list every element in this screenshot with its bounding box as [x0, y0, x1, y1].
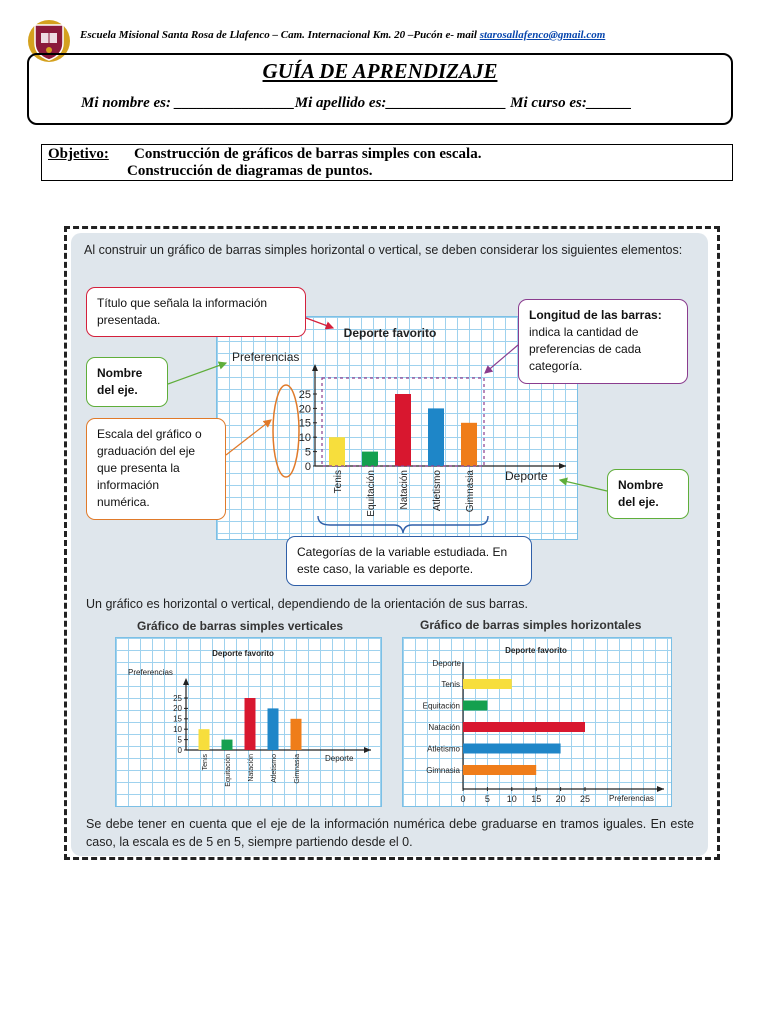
bar-natación — [463, 722, 585, 732]
y-axis-label: Preferencias — [128, 668, 173, 677]
category-label: Gimnasia — [293, 754, 301, 784]
intro-text: Al construir un gráfico de barras simples horizontal o vertical, se deben considerar los siguientes elementos: — [84, 243, 683, 257]
callout-scale: Escala del gráfico o graduación del eje que presenta la información numérica. — [86, 418, 226, 520]
category-label: Gimnasia — [464, 470, 476, 513]
connector-scale — [226, 420, 271, 455]
x-axis-label: Deporte — [505, 469, 548, 483]
category-label: Tenis — [441, 679, 460, 689]
x-axis-label: Preferencias — [609, 794, 654, 803]
y-tick-label: 5 — [304, 446, 311, 459]
category-label: Gimnasia — [426, 765, 460, 775]
y-tick-label: 25 — [173, 693, 182, 703]
x-axis-label: Deporte — [325, 754, 354, 763]
vertical-chart-label: Gráfico de barras simples verticales — [137, 619, 344, 633]
y-tick-label: 20 — [298, 403, 311, 416]
connector-title — [306, 318, 333, 328]
objective-label: Objetivo: — [48, 146, 109, 162]
y-tick-label: 20 — [173, 704, 182, 714]
x-tick-label: 25 — [579, 794, 591, 804]
y-tick-label: 15 — [298, 417, 311, 430]
category-label: Natación — [398, 470, 410, 510]
bar-tenis — [199, 729, 210, 750]
category-label: Natación — [428, 722, 460, 732]
objective-line-1: Construcción de gráficos de barras simples con escala. — [134, 146, 482, 162]
horizontal-chart — [402, 637, 670, 805]
connector-bar-length — [485, 345, 518, 373]
y-axis-label: Deporte — [432, 659, 461, 668]
bar-atletismo — [268, 708, 279, 750]
chart-title: Deporte favorito — [505, 646, 567, 655]
category-label: Atletismo — [270, 754, 278, 783]
bar-atletismo — [463, 744, 561, 754]
school-email-link[interactable]: starosallafenco@gmail.com — [479, 29, 606, 41]
objective-line-2: Construcción de diagramas de puntos. — [127, 163, 373, 179]
bar-gimnasia — [463, 765, 536, 775]
bar-length-highlight — [322, 378, 484, 466]
connector-axis-left — [168, 363, 226, 384]
callout-bar-length-bold: Longitud de las barras: — [529, 308, 662, 322]
vertical-chart — [115, 637, 380, 805]
horizontal-chart-label: Gráfico de barras simples horizontales — [420, 618, 642, 632]
y-tick-label: 10 — [298, 432, 311, 445]
x-tick-label: 10 — [506, 794, 517, 804]
scale-highlight-ellipse — [273, 385, 299, 477]
bar-equitación — [222, 740, 233, 750]
bar-natación — [245, 698, 256, 750]
footer-text: Se debe tener en cuenta que el eje de la información numérica debe graduarse en tramos iguales. En este caso, la escala es de 5 en 5, siempre partiendo desde el 0. — [86, 817, 694, 849]
bar-equitación — [463, 701, 487, 711]
school-name: Escuela Misional Santa Rosa de Llafenco – Cam. Internacional Km. 20 –Pucón e- mail — [80, 29, 480, 41]
y-tick-label: 0 — [177, 745, 182, 755]
y-axis-arrow — [183, 678, 189, 685]
callout-axis-name-right: Nombre del eje. — [607, 469, 689, 519]
category-label: Atletismo — [427, 744, 460, 754]
y-tick-label: 10 — [173, 725, 182, 734]
category-label: Tenis — [332, 470, 344, 494]
category-label: Tenis — [201, 754, 209, 771]
callout-categories: Categorías de la variable estudiada. En este caso, la variable es deporte. — [286, 536, 532, 586]
categories-brace — [318, 516, 488, 533]
x-tick-label: 15 — [531, 794, 542, 804]
category-label: Atletismo — [431, 470, 443, 512]
y-tick-label: 15 — [173, 714, 182, 724]
chart-title: Deporte favorito — [343, 326, 437, 340]
y-tick-label: 25 — [298, 388, 311, 401]
x-axis-arrow — [657, 786, 664, 792]
category-label: Equitación — [365, 470, 377, 517]
chart-title: Deporte favorito — [212, 649, 274, 658]
x-tick-label: 20 — [555, 794, 566, 804]
x-tick-label: 5 — [484, 794, 490, 804]
y-axis-label: Preferencias — [232, 350, 300, 364]
callout-title: Título que señala la información presentada. — [86, 287, 306, 337]
student-fields-line: Mi nombre es: ________________Mi apellido es:________________ Mi curso es:______ — [81, 95, 632, 111]
connector-axis-right — [560, 480, 607, 491]
bar-gimnasia — [291, 719, 302, 750]
x-axis-arrow — [364, 747, 371, 753]
page-title: GUÍA DE APRENDIZAJE — [262, 59, 498, 83]
y-tick-label: 0 — [304, 460, 311, 473]
x-tick-label: 0 — [460, 794, 466, 804]
bar-tenis — [463, 679, 512, 689]
category-label: Natación — [247, 754, 255, 782]
orientation-text: Un gráfico es horizontal o vertical, dependiendo de la orientación de sus barras. — [86, 597, 528, 611]
callout-bar-length-rest: indica la cantidad de preferencias de cada categoría. — [529, 325, 642, 373]
callout-axis-name-left: Nombre del eje. — [86, 357, 168, 407]
category-label: Equitación — [224, 754, 232, 787]
category-label: Equitación — [422, 701, 460, 711]
y-tick-label: 5 — [177, 735, 182, 745]
